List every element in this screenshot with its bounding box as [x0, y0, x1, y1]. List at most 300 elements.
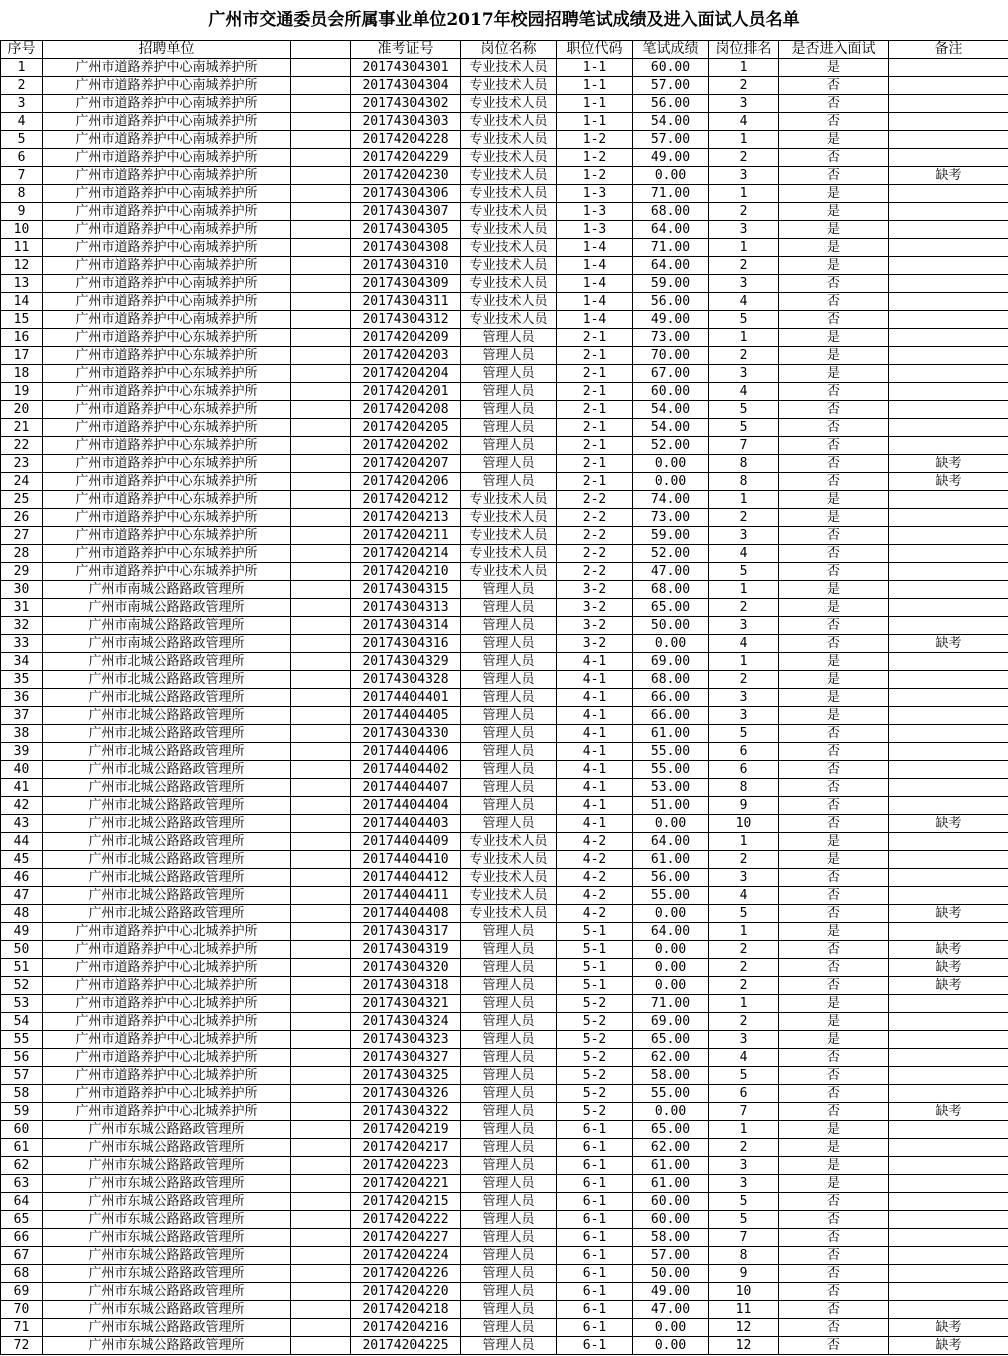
cell-remark — [889, 581, 1008, 599]
cell-interview: 是 — [779, 59, 889, 77]
cell-hidden — [291, 1229, 351, 1247]
cell-interview: 否 — [779, 1103, 889, 1121]
cell-index: 51 — [1, 959, 43, 977]
cell-score: 54.00 — [633, 419, 709, 437]
cell-score: 70.00 — [633, 347, 709, 365]
cell-code: 5-1 — [557, 923, 633, 941]
cell-index: 52 — [1, 977, 43, 995]
results-table — [0, 40, 1008, 1355]
cell-hidden — [291, 1157, 351, 1175]
cell-index: 21 — [1, 419, 43, 437]
cell-hidden — [291, 509, 351, 527]
cell-hidden — [291, 653, 351, 671]
cell-hidden — [291, 941, 351, 959]
cell-index: 49 — [1, 923, 43, 941]
cell-code: 4-1 — [557, 797, 633, 815]
cell-code: 5-1 — [557, 941, 633, 959]
cell-hidden — [291, 203, 351, 221]
cell-hidden — [291, 1175, 351, 1193]
table-row — [1, 1139, 1008, 1157]
cell-index: 27 — [1, 527, 43, 545]
cell-hidden — [291, 1049, 351, 1067]
cell-hidden — [291, 131, 351, 149]
cell-rank: 4 — [709, 1049, 779, 1067]
cell-unit: 广州市北城公路路政管理所 — [43, 797, 291, 815]
cell-unit: 广州市道路养护中心南城养护所 — [43, 311, 291, 329]
cell-exam-id: 20174204201 — [351, 383, 461, 401]
cell-index: 53 — [1, 995, 43, 1013]
cell-interview: 否 — [779, 1229, 889, 1247]
cell-exam-id: 20174304328 — [351, 671, 461, 689]
cell-unit: 广州市道路养护中心东城养护所 — [43, 419, 291, 437]
cell-code: 6-1 — [557, 1121, 633, 1139]
cell-rank: 2 — [709, 149, 779, 167]
cell-remark — [889, 851, 1008, 869]
cell-interview: 否 — [779, 1337, 889, 1355]
table-row — [1, 1265, 1008, 1283]
cell-code: 6-1 — [557, 1319, 633, 1337]
cell-unit: 广州市道路养护中心北城养护所 — [43, 959, 291, 977]
cell-exam-id: 20174204209 — [351, 329, 461, 347]
cell-remark — [889, 1139, 1008, 1157]
cell-interview: 否 — [779, 95, 889, 113]
cell-exam-id: 20174304316 — [351, 635, 461, 653]
cell-unit: 广州市北城公路路政管理所 — [43, 671, 291, 689]
cell-remark — [889, 131, 1008, 149]
cell-exam-id: 20174304329 — [351, 653, 461, 671]
cell-unit: 广州市道路养护中心东城养护所 — [43, 491, 291, 509]
cell-unit: 广州市北城公路路政管理所 — [43, 689, 291, 707]
cell-remark: 缺考 — [889, 167, 1008, 185]
cell-position: 管理人员 — [461, 671, 557, 689]
cell-exam-id: 20174304321 — [351, 995, 461, 1013]
table-row — [1, 1319, 1008, 1337]
cell-index: 15 — [1, 311, 43, 329]
table-row — [1, 1031, 1008, 1049]
cell-hidden — [291, 995, 351, 1013]
cell-index: 31 — [1, 599, 43, 617]
cell-rank: 3 — [709, 527, 779, 545]
cell-hidden — [291, 167, 351, 185]
cell-score: 64.00 — [633, 221, 709, 239]
cell-rank: 8 — [709, 473, 779, 491]
cell-interview: 是 — [779, 995, 889, 1013]
cell-unit: 广州市东城公路路政管理所 — [43, 1211, 291, 1229]
cell-exam-id: 20174204223 — [351, 1157, 461, 1175]
cell-exam-id: 20174404408 — [351, 905, 461, 923]
cell-code: 4-2 — [557, 869, 633, 887]
cell-interview: 是 — [779, 1175, 889, 1193]
cell-hidden — [291, 887, 351, 905]
cell-rank: 8 — [709, 779, 779, 797]
cell-unit: 广州市道路养护中心东城养护所 — [43, 545, 291, 563]
cell-exam-id: 20174304327 — [351, 1049, 461, 1067]
table-row — [1, 1247, 1008, 1265]
cell-code: 6-1 — [557, 1247, 633, 1265]
cell-exam-id: 20174204217 — [351, 1139, 461, 1157]
cell-code: 6-1 — [557, 1193, 633, 1211]
cell-exam-id: 20174204213 — [351, 509, 461, 527]
cell-exam-id: 20174204211 — [351, 527, 461, 545]
cell-index: 58 — [1, 1085, 43, 1103]
cell-remark — [889, 797, 1008, 815]
cell-rank: 2 — [709, 77, 779, 95]
cell-rank: 2 — [709, 959, 779, 977]
cell-unit: 广州市南城公路路政管理所 — [43, 581, 291, 599]
cell-remark — [889, 59, 1008, 77]
cell-index: 71 — [1, 1319, 43, 1337]
cell-unit: 广州市道路养护中心南城养护所 — [43, 131, 291, 149]
cell-unit: 广州市北城公路路政管理所 — [43, 815, 291, 833]
cell-code: 1-3 — [557, 203, 633, 221]
cell-interview: 否 — [779, 815, 889, 833]
cell-interview: 否 — [779, 725, 889, 743]
cell-score: 68.00 — [633, 581, 709, 599]
cell-hidden — [291, 491, 351, 509]
cell-hidden — [291, 545, 351, 563]
cell-code: 2-2 — [557, 509, 633, 527]
table-row — [1, 725, 1008, 743]
cell-unit: 广州市北城公路路政管理所 — [43, 653, 291, 671]
cell-index: 29 — [1, 563, 43, 581]
cell-interview: 是 — [779, 1157, 889, 1175]
cell-interview: 否 — [779, 311, 889, 329]
cell-index: 55 — [1, 1031, 43, 1049]
cell-score: 0.00 — [633, 977, 709, 995]
cell-score: 0.00 — [633, 455, 709, 473]
cell-remark — [889, 1067, 1008, 1085]
cell-exam-id: 20174404410 — [351, 851, 461, 869]
cell-unit: 广州市道路养护中心南城养护所 — [43, 185, 291, 203]
table-row — [1, 95, 1008, 113]
cell-rank: 5 — [709, 1067, 779, 1085]
cell-remark: 缺考 — [889, 977, 1008, 995]
cell-remark — [889, 329, 1008, 347]
cell-index: 61 — [1, 1139, 43, 1157]
cell-code: 1-1 — [557, 59, 633, 77]
cell-index: 5 — [1, 131, 43, 149]
cell-hidden — [291, 1085, 351, 1103]
cell-remark — [889, 1031, 1008, 1049]
cell-hidden — [291, 527, 351, 545]
cell-exam-id: 20174304318 — [351, 977, 461, 995]
cell-position: 管理人员 — [461, 1031, 557, 1049]
cell-unit: 广州市道路养护中心东城养护所 — [43, 383, 291, 401]
cell-score: 0.00 — [633, 167, 709, 185]
cell-unit: 广州市南城公路路政管理所 — [43, 617, 291, 635]
cell-unit: 广州市北城公路路政管理所 — [43, 725, 291, 743]
cell-exam-id: 20174204218 — [351, 1301, 461, 1319]
cell-score: 58.00 — [633, 1067, 709, 1085]
cell-code: 2-2 — [557, 563, 633, 581]
cell-score: 55.00 — [633, 1085, 709, 1103]
cell-score: 57.00 — [633, 77, 709, 95]
cell-remark: 缺考 — [889, 941, 1008, 959]
table-row — [1, 599, 1008, 617]
cell-interview: 否 — [779, 455, 889, 473]
cell-remark — [889, 347, 1008, 365]
cell-score: 0.00 — [633, 1319, 709, 1337]
cell-remark — [889, 221, 1008, 239]
table-row — [1, 779, 1008, 797]
cell-interview: 是 — [779, 707, 889, 725]
cell-unit: 广州市南城公路路政管理所 — [43, 599, 291, 617]
cell-remark — [889, 437, 1008, 455]
cell-hidden — [291, 599, 351, 617]
cell-unit: 广州市东城公路路政管理所 — [43, 1121, 291, 1139]
cell-remark: 缺考 — [889, 1337, 1008, 1355]
cell-index: 54 — [1, 1013, 43, 1031]
cell-code: 2-1 — [557, 365, 633, 383]
cell-interview: 是 — [779, 653, 889, 671]
cell-unit: 广州市道路养护中心南城养护所 — [43, 113, 291, 131]
cell-exam-id: 20174204226 — [351, 1265, 461, 1283]
cell-score: 71.00 — [633, 185, 709, 203]
cell-interview: 是 — [779, 257, 889, 275]
cell-position: 管理人员 — [461, 419, 557, 437]
cell-code: 1-3 — [557, 185, 633, 203]
cell-position: 专业技术人员 — [461, 95, 557, 113]
cell-position: 管理人员 — [461, 437, 557, 455]
cell-hidden — [291, 1121, 351, 1139]
cell-rank: 3 — [709, 365, 779, 383]
cell-score: 61.00 — [633, 1175, 709, 1193]
cell-rank: 2 — [709, 203, 779, 221]
cell-hidden — [291, 275, 351, 293]
cell-hidden — [291, 725, 351, 743]
cell-rank: 6 — [709, 761, 779, 779]
cell-code: 3-2 — [557, 617, 633, 635]
cell-remark — [889, 113, 1008, 131]
cell-interview: 否 — [779, 275, 889, 293]
cell-score: 62.00 — [633, 1049, 709, 1067]
cell-index: 26 — [1, 509, 43, 527]
cell-rank: 8 — [709, 1247, 779, 1265]
cell-exam-id: 20174204202 — [351, 437, 461, 455]
cell-interview: 否 — [779, 473, 889, 491]
table-row — [1, 347, 1008, 365]
cell-exam-id: 20174204225 — [351, 1337, 461, 1355]
cell-hidden — [291, 221, 351, 239]
cell-score: 69.00 — [633, 1013, 709, 1031]
table-row — [1, 437, 1008, 455]
cell-index: 43 — [1, 815, 43, 833]
cell-remark — [889, 1247, 1008, 1265]
cell-position: 管理人员 — [461, 383, 557, 401]
cell-score: 0.00 — [633, 1103, 709, 1121]
cell-code: 6-1 — [557, 1265, 633, 1283]
cell-rank: 3 — [709, 617, 779, 635]
cell-score: 71.00 — [633, 995, 709, 1013]
cell-position: 管理人员 — [461, 1319, 557, 1337]
cell-code: 4-1 — [557, 779, 633, 797]
table-row — [1, 743, 1008, 761]
cell-hidden — [291, 149, 351, 167]
cell-interview: 是 — [779, 185, 889, 203]
cell-rank: 1 — [709, 833, 779, 851]
cell-rank: 3 — [709, 707, 779, 725]
cell-index: 10 — [1, 221, 43, 239]
cell-score: 52.00 — [633, 437, 709, 455]
cell-exam-id: 20174404402 — [351, 761, 461, 779]
cell-hidden — [291, 77, 351, 95]
cell-rank: 3 — [709, 869, 779, 887]
cell-unit: 广州市北城公路路政管理所 — [43, 707, 291, 725]
cell-index: 36 — [1, 689, 43, 707]
cell-hidden — [291, 1193, 351, 1211]
cell-rank: 1 — [709, 185, 779, 203]
cell-unit: 广州市东城公路路政管理所 — [43, 1301, 291, 1319]
header-interview: 是否进入面试 — [779, 41, 889, 59]
header-score: 笔试成绩 — [633, 41, 709, 59]
table-row — [1, 941, 1008, 959]
cell-index: 2 — [1, 77, 43, 95]
cell-index: 69 — [1, 1283, 43, 1301]
cell-code: 1-1 — [557, 113, 633, 131]
cell-position: 专业技术人员 — [461, 239, 557, 257]
cell-position: 管理人员 — [461, 815, 557, 833]
cell-exam-id: 20174304312 — [351, 311, 461, 329]
cell-position: 专业技术人员 — [461, 203, 557, 221]
table-row — [1, 329, 1008, 347]
cell-index: 32 — [1, 617, 43, 635]
cell-interview: 否 — [779, 1049, 889, 1067]
cell-code: 4-1 — [557, 653, 633, 671]
table-row — [1, 221, 1008, 239]
cell-position: 专业技术人员 — [461, 221, 557, 239]
cell-unit: 广州市东城公路路政管理所 — [43, 1139, 291, 1157]
table-row — [1, 581, 1008, 599]
cell-remark: 缺考 — [889, 815, 1008, 833]
cell-rank: 1 — [709, 131, 779, 149]
cell-index: 17 — [1, 347, 43, 365]
cell-position: 专业技术人员 — [461, 527, 557, 545]
cell-code: 4-1 — [557, 761, 633, 779]
cell-position: 管理人员 — [461, 941, 557, 959]
cell-index: 37 — [1, 707, 43, 725]
cell-exam-id: 20174304313 — [351, 599, 461, 617]
cell-index: 66 — [1, 1229, 43, 1247]
cell-unit: 广州市道路养护中心南城养护所 — [43, 239, 291, 257]
cell-remark — [889, 1085, 1008, 1103]
cell-hidden — [291, 113, 351, 131]
table-row — [1, 131, 1008, 149]
cell-position: 专业技术人员 — [461, 509, 557, 527]
cell-score: 0.00 — [633, 905, 709, 923]
header-row — [1, 41, 1008, 59]
cell-index: 68 — [1, 1265, 43, 1283]
cell-score: 57.00 — [633, 1247, 709, 1265]
cell-rank: 12 — [709, 1319, 779, 1337]
cell-index: 11 — [1, 239, 43, 257]
cell-hidden — [291, 401, 351, 419]
cell-unit: 广州市北城公路路政管理所 — [43, 779, 291, 797]
cell-interview: 是 — [779, 599, 889, 617]
cell-code: 2-1 — [557, 473, 633, 491]
table-row — [1, 185, 1008, 203]
cell-index: 18 — [1, 365, 43, 383]
cell-code: 1-3 — [557, 221, 633, 239]
cell-unit: 广州市道路养护中心北城养护所 — [43, 1103, 291, 1121]
cell-score: 0.00 — [633, 941, 709, 959]
cell-unit: 广州市道路养护中心北城养护所 — [43, 941, 291, 959]
cell-position: 管理人员 — [461, 635, 557, 653]
cell-position: 管理人员 — [461, 1337, 557, 1355]
cell-exam-id: 20174204207 — [351, 455, 461, 473]
cell-index: 46 — [1, 869, 43, 887]
cell-exam-id: 20174304317 — [351, 923, 461, 941]
cell-remark: 缺考 — [889, 959, 1008, 977]
cell-hidden — [291, 1319, 351, 1337]
cell-interview: 是 — [779, 329, 889, 347]
table-row — [1, 239, 1008, 257]
cell-position: 专业技术人员 — [461, 887, 557, 905]
cell-rank: 2 — [709, 599, 779, 617]
cell-index: 24 — [1, 473, 43, 491]
cell-score: 73.00 — [633, 329, 709, 347]
cell-exam-id: 20174404409 — [351, 833, 461, 851]
cell-score: 56.00 — [633, 869, 709, 887]
cell-rank: 5 — [709, 563, 779, 581]
table-row — [1, 851, 1008, 869]
cell-hidden — [291, 743, 351, 761]
cell-interview: 否 — [779, 617, 889, 635]
cell-rank: 3 — [709, 1175, 779, 1193]
cell-remark — [889, 293, 1008, 311]
cell-rank: 4 — [709, 293, 779, 311]
cell-hidden — [291, 1103, 351, 1121]
cell-score: 51.00 — [633, 797, 709, 815]
cell-remark — [889, 185, 1008, 203]
cell-index: 63 — [1, 1175, 43, 1193]
cell-code: 2-2 — [557, 491, 633, 509]
cell-code: 5-1 — [557, 959, 633, 977]
cell-code: 2-1 — [557, 401, 633, 419]
cell-index: 30 — [1, 581, 43, 599]
cell-score: 65.00 — [633, 599, 709, 617]
cell-unit: 广州市道路养护中心北城养护所 — [43, 995, 291, 1013]
cell-remark — [889, 401, 1008, 419]
cell-code: 5-1 — [557, 977, 633, 995]
cell-unit: 广州市道路养护中心南城养护所 — [43, 257, 291, 275]
cell-code: 2-1 — [557, 329, 633, 347]
cell-position: 管理人员 — [461, 1139, 557, 1157]
cell-position: 管理人员 — [461, 1229, 557, 1247]
cell-code: 2-1 — [557, 383, 633, 401]
table-body — [1, 59, 1008, 1355]
cell-score: 56.00 — [633, 95, 709, 113]
cell-index: 41 — [1, 779, 43, 797]
cell-score: 50.00 — [633, 617, 709, 635]
cell-unit: 广州市道路养护中心南城养护所 — [43, 275, 291, 293]
cell-position: 管理人员 — [461, 1103, 557, 1121]
cell-score: 47.00 — [633, 1301, 709, 1319]
cell-rank: 2 — [709, 977, 779, 995]
table-row — [1, 473, 1008, 491]
cell-unit: 广州市道路养护中心东城养护所 — [43, 365, 291, 383]
cell-exam-id: 20174204206 — [351, 473, 461, 491]
cell-code: 4-1 — [557, 743, 633, 761]
cell-exam-id: 20174304304 — [351, 77, 461, 95]
cell-hidden — [291, 1337, 351, 1355]
cell-exam-id: 20174204216 — [351, 1319, 461, 1337]
cell-index: 50 — [1, 941, 43, 959]
cell-interview: 是 — [779, 671, 889, 689]
cell-interview: 是 — [779, 365, 889, 383]
cell-interview: 是 — [779, 509, 889, 527]
cell-index: 33 — [1, 635, 43, 653]
table-row — [1, 797, 1008, 815]
